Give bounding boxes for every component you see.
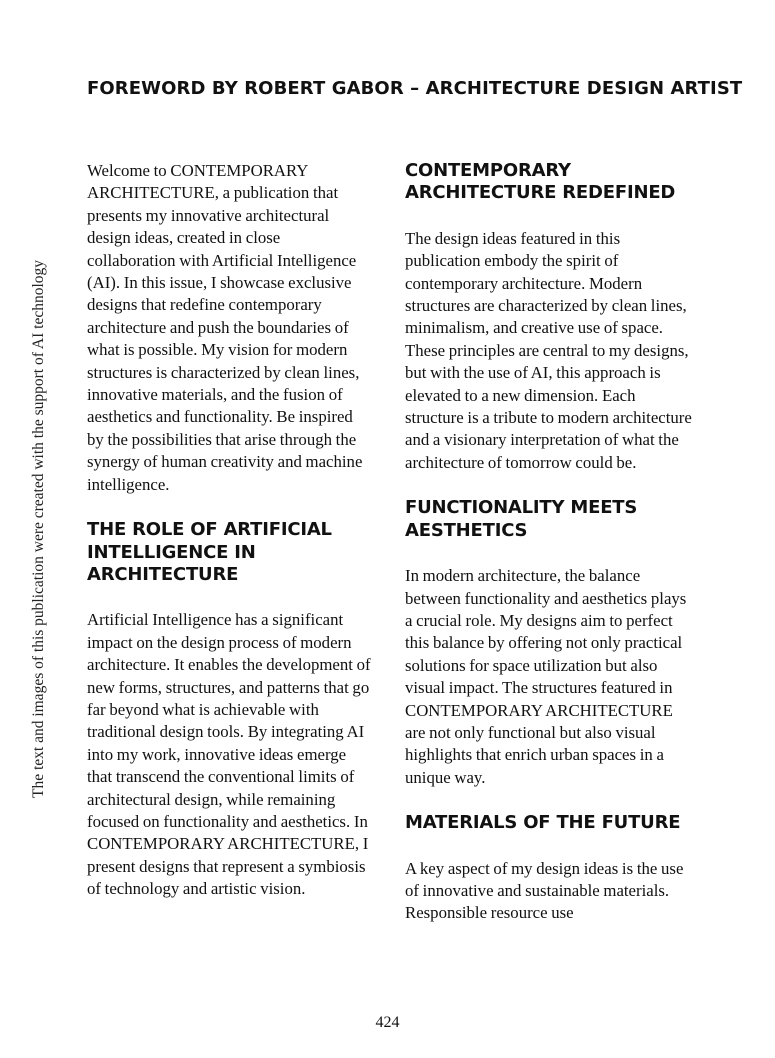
section-body-functionality: In modern architecture, the balance between functionality and aesthetics plays a crucial role. My designs aim to perfect this balance by offering not only practical solutions for space utilization but also visual impact. The structures featured in CONTEMPORARY ARCHITECTURE are not only functional but also visual highlights that enrich urban spaces in a unique way. [405,566,687,787]
section-heading-redefined: CONTEMPORARY ARCHITECTURE REDEFINED [405,160,676,204]
intro-paragraph: Welcome to CONTEMPORARY ARCHITECTURE, a publication that presents my innovative architectural design ideas, created in close collaboration with Artificial Intelligence (AI). In this issue, I showcase exclusive designs that redefine contemporary architecture and push the boundaries of what is possible. My vision for modern structures is characterized by clean lines, innovative materials, and the fusion of aesthetics and functionality. Be inspired by the possibilities that arise through the synergy of human creativity and machine intelligence. [87,161,363,494]
section-body-redefined: The design ideas featured in this publication embody the spirit of contemporary architecture. Modern structures are characterized by clean lines, minimalism, and creative use of space. These principles are central to my designs, but with the use of AI, this approach is elevated to a new dimension. Each structure is a tribute to modern architecture and a visionary interpretation of what the architecture of tomorrow could be. [405,228,692,472]
page-title: FOREWORD BY ROBERT GABOR – ARCHITECTURE DESIGN ARTIST [87,78,743,99]
left-column [87,160,372,901]
section-heading-materials: MATERIALS OF THE FUTURE [405,812,681,834]
section-heading-functionality: FUNCTIONALITY MEETS AESTHETICS [405,497,638,541]
section-body-ai-role: Artificial Intelligence has a significant impact on the design process of modern architecture. It enables the development of new forms, structures, and patterns that go far beyond what is achievable with traditional design tools. By integrating AI into my work, innovative ideas emerge that transcend the conventional limits of architectural design, while remaining focused on functionality and aesthetics. In CONTEMPORARY ARCHITECTURE, I present designs that represent a symbiosis of technology and artistic vision. [87,610,371,899]
section-body-materials: A key aspect of my design ideas is the use of innovative and sustainable materials. Responsible resource use [405,858,684,923]
sidebar-ai-note: The text and images of this publication were created with the support of AI technology [30,259,47,799]
right-column [405,160,693,925]
page-number: 424 [375,1014,400,1031]
section-heading-ai-role: THE ROLE OF ARTIFICIAL INTELLIGENCE IN ARCHITECTURE [87,519,332,585]
